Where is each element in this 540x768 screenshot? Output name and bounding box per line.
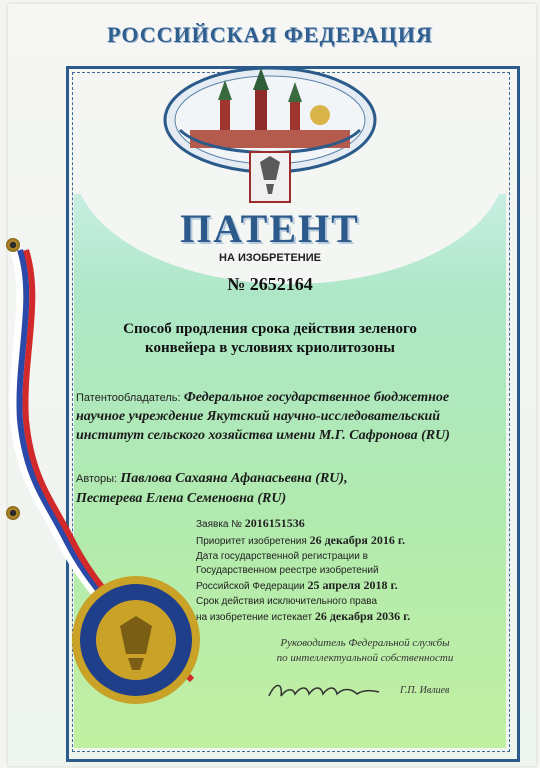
application-label: Заявка № — [196, 519, 242, 530]
validity-label-2: на изобретение истекает — [196, 612, 313, 623]
handwritten-signature — [265, 678, 385, 702]
official-seal — [66, 570, 206, 710]
application-row — [196, 516, 496, 532]
validity-date: 26 декабря 2036 г. — [314, 609, 411, 623]
registration-date: 25 апреля 2018 г. — [307, 578, 398, 592]
registration-label-1: Дата государственной регистрации в — [196, 551, 368, 562]
validity-label-1: Срок действия исключительного права — [196, 596, 378, 607]
kremlin-emblem — [150, 60, 390, 210]
country-header: РОССИЙСКАЯ ФЕДЕРАЦИЯ — [107, 22, 433, 47]
registration-details — [196, 516, 496, 626]
signature-caption-line-2: по интеллектуальной собственности — [276, 652, 454, 664]
authors — [76, 468, 486, 509]
signer-name: Г.П. Ивлиев — [400, 685, 450, 696]
signature-caption-line-1: Руководитель Федеральной службы — [280, 637, 450, 649]
registration-label-2: Государственном реестре изобретений — [196, 565, 379, 576]
patent-title: ПАТЕНТ — [180, 206, 360, 251]
author-2: Пестерева Елена Семеновна (RU) — [76, 491, 287, 506]
priority-row — [196, 533, 496, 549]
registration-row — [196, 550, 496, 594]
priority-label: Приоритет изобретения — [196, 536, 307, 547]
patent-number: № 2652164 — [227, 274, 313, 294]
holder-label: Патентообладатель: — [76, 392, 181, 404]
patent-holder — [76, 388, 486, 445]
invention-title: Способ продления срока действия зеленого конвейера в условиях криолитозоны — [123, 321, 417, 356]
patent-subtitle: НА ИЗОБРЕТЕНИЕ — [219, 252, 321, 264]
registration-label-3: Российской Федерации — [196, 581, 305, 592]
grommet-bottom — [6, 506, 20, 520]
validity-row — [196, 595, 496, 625]
signature-caption — [250, 636, 480, 666]
application-number: 2016151536 — [244, 516, 305, 530]
author-1: Павлова Сахаяна Афанасьевна (RU), — [120, 471, 348, 486]
priority-date: 26 декабря 2016 г. — [309, 533, 405, 547]
authors-label: Авторы: — [76, 473, 118, 485]
holder-value: Федеральное государственное бюджетное научное учреждение Якутский научно-исследовательский институт сельского хозяйства имени М.Г. Сафронова (RU) — [76, 390, 450, 443]
